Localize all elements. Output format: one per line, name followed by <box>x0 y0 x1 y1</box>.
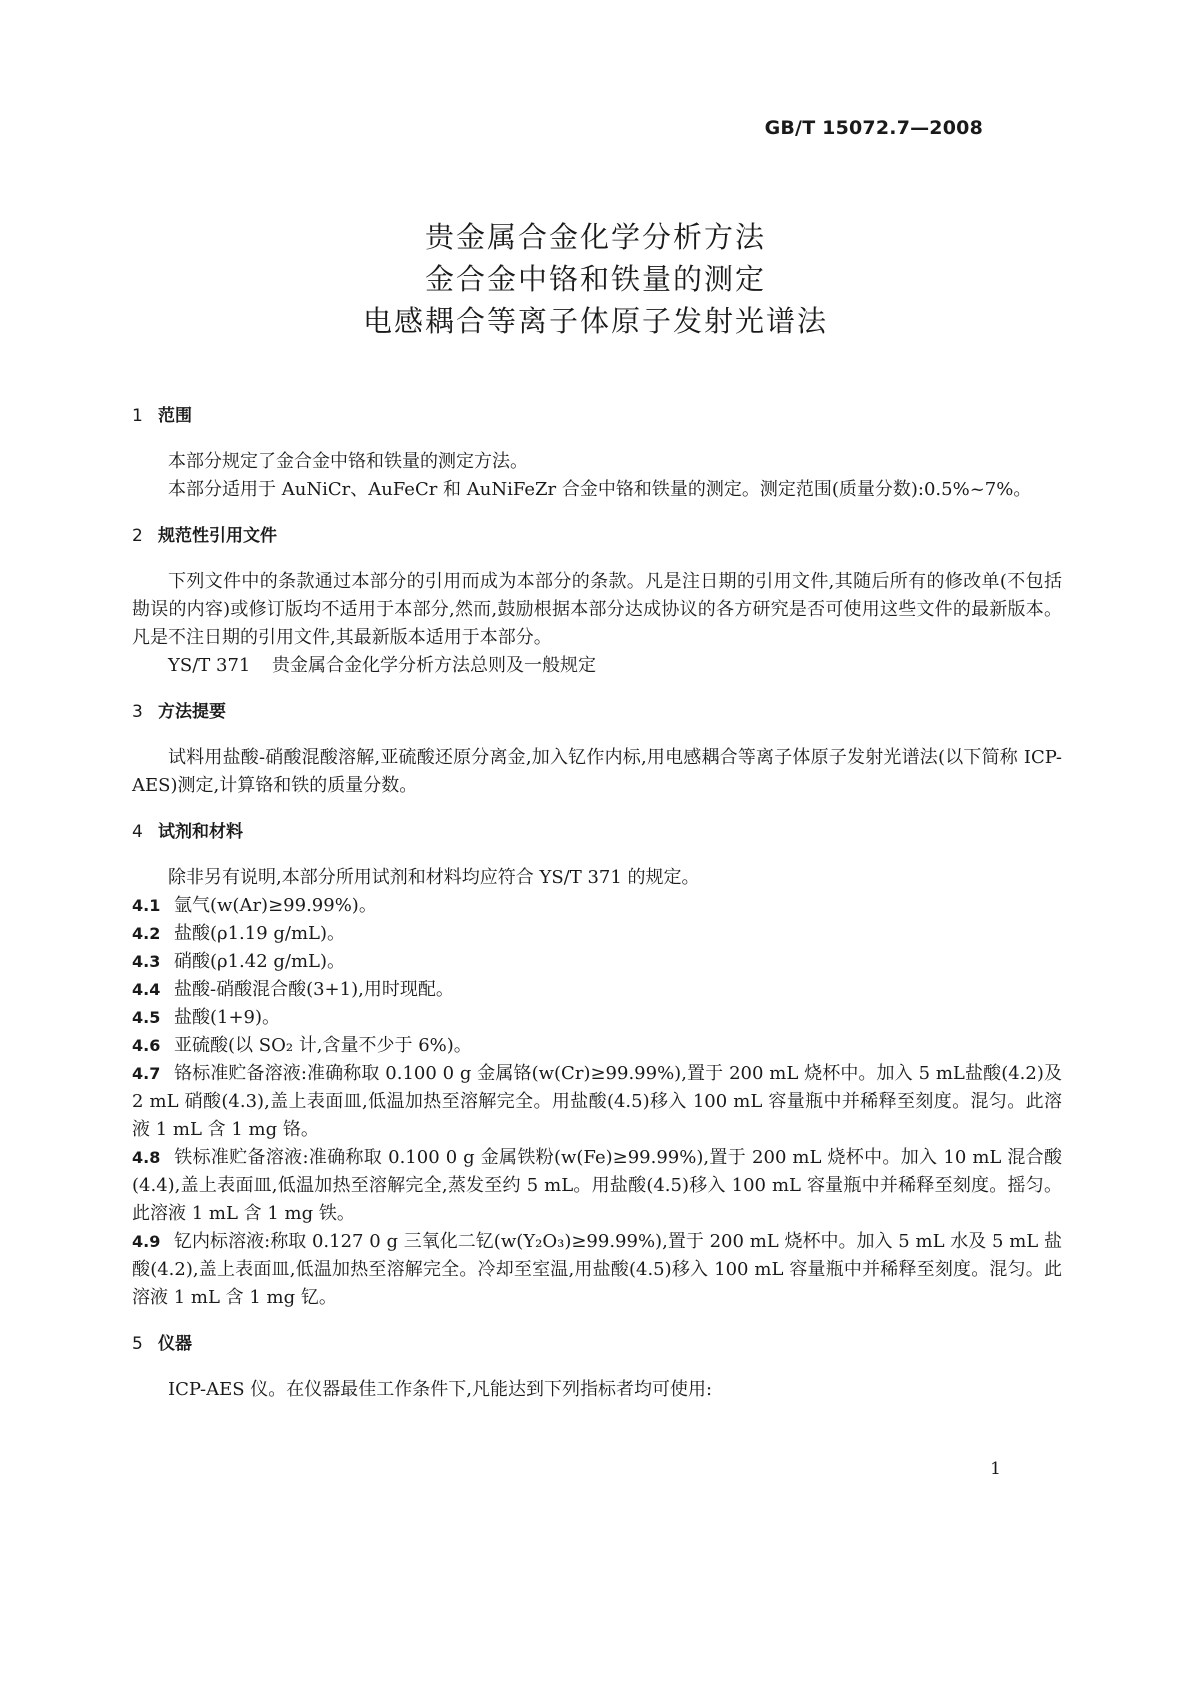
section-number: 4 <box>132 822 143 842</box>
item-number: 4.8 <box>132 1148 161 1167</box>
item-text: 盐酸(ρ1.19 g/mL)。 <box>174 923 346 944</box>
standard-number: GB/T 15072.7—2008 <box>764 117 983 139</box>
section-title: 规范性引用文件 <box>158 526 277 546</box>
list-item <box>132 1228 1062 1312</box>
list-item <box>132 976 1062 1004</box>
section-4-intro: 除非另有说明,本部分所用试剂和材料均应符合 YS/T 371 的规定。 <box>168 867 700 888</box>
section-1-paragraph-2: 本部分适用于 AuNiCr、AuFeCr 和 AuNiFeZr 合金中铬和铁量的测定。测定范围(质量分数):0.5%~7%。 <box>168 479 1032 500</box>
item-number: 4.7 <box>132 1064 161 1083</box>
normative-reference <box>132 652 1062 680</box>
item-number: 4.1 <box>132 896 161 915</box>
item-number: 4.3 <box>132 952 161 971</box>
list-item <box>132 1032 1062 1060</box>
list-item <box>132 920 1062 948</box>
list-item <box>132 1004 1062 1032</box>
section-3-paragraph-1: 试料用盐酸-硝酸混酸溶解,亚硫酸还原分离金,加入钇作内标,用电感耦合等离子体原子发射光谱法(以下简称 ICP-AES)测定,计算铬和铁的质量分数。 <box>132 747 1062 796</box>
item-text: 铬标准贮备溶液:准确称取 0.100 0 g 金属铬(w(Cr)≥99.99%),置于 200 mL 烧杯中。加入 5 mL盐酸(4.2)及 2 mL 硝酸(4.3),盖上表面皿,低温加热至溶解完全。用盐酸(4.5)移入 100 mL 容量瓶中并稀释至刻度。混匀。此溶液 1 mL 含 1 mg 铬。 <box>132 1063 1062 1140</box>
section-title: 仪器 <box>158 1334 192 1354</box>
list-item <box>132 892 1062 920</box>
document-title <box>0 216 1191 342</box>
section-number: 1 <box>132 406 143 426</box>
section-2-paragraph-1: 下列文件中的条款通过本部分的引用而成为本部分的条款。凡是注日期的引用文件,其随后所有的修改单(不包括勘误的内容)或修订版均不适用于本部分,然而,鼓励根据本部分达成协议的各方研究是否可使用这些文件的最新版本。凡是不注日期的引用文件,其最新版本适用于本部分。 <box>132 571 1062 648</box>
section-3-heading <box>132 698 1062 726</box>
section-2-heading <box>132 522 1062 550</box>
list-item <box>132 1060 1062 1144</box>
item-text: 亚硫酸(以 SO₂ 计,含量不少于 6%)。 <box>174 1035 472 1056</box>
section-number: 3 <box>132 702 143 722</box>
item-text: 盐酸-硝酸混合酸(3+1),用时现配。 <box>174 979 454 1000</box>
item-number: 4.4 <box>132 980 161 999</box>
page-number: 1 <box>990 1459 1001 1479</box>
section-title: 试剂和材料 <box>158 822 243 842</box>
section-title: 方法提要 <box>158 702 226 722</box>
reference-title: 贵金属合金化学分析方法总则及一般规定 <box>272 655 596 676</box>
section-1-paragraph-1: 本部分规定了金合金中铬和铁量的测定方法。 <box>168 451 528 472</box>
item-text: 氩气(w(Ar)≥99.99%)。 <box>174 895 377 916</box>
reagent-list <box>132 892 1062 1312</box>
item-number: 4.5 <box>132 1008 161 1027</box>
item-text: 钇内标溶液:称取 0.127 0 g 三氧化二钇(w(Y₂O₃)≥99.99%),置于 200 mL 烧杯中。加入 5 mL 水及 5 mL 盐酸(4.2),盖上表面皿,低温加热至溶解完全。冷却至室温,用盐酸(4.5)移入 100 mL 容量瓶中并稀释至刻度。混匀。此溶液 1 mL 含 1 mg 钇。 <box>132 1231 1062 1308</box>
item-number: 4.9 <box>132 1232 161 1251</box>
item-text: 硝酸(ρ1.42 g/mL)。 <box>174 951 346 972</box>
item-text: 盐酸(1+9)。 <box>174 1007 281 1028</box>
document-body <box>132 402 1062 1404</box>
list-item <box>132 1144 1062 1228</box>
reference-code: YS/T 371 <box>168 655 251 676</box>
section-title: 范围 <box>158 406 192 426</box>
section-5-heading <box>132 1330 1062 1358</box>
item-number: 4.2 <box>132 924 161 943</box>
section-5-paragraph-1: ICP-AES 仪。在仪器最佳工作条件下,凡能达到下列指标者均可使用: <box>168 1379 713 1400</box>
title-line-3: 电感耦合等离子体原子发射光谱法 <box>362 304 828 338</box>
section-number: 5 <box>132 1334 143 1354</box>
list-item <box>132 948 1062 976</box>
section-1-heading <box>132 402 1062 430</box>
section-4-heading <box>132 818 1062 846</box>
item-text: 铁标准贮备溶液:准确称取 0.100 0 g 金属铁粉(w(Fe)≥99.99%),置于 200 mL 烧杯中。加入 10 mL 混合酸(4.4),盖上表面皿,低温加热至溶解完全,蒸发至约 5 mL。用盐酸(4.5)移入 100 mL 容量瓶中并稀释至刻度。摇匀。此溶液 1 mL 含 1 mg 铁。 <box>132 1147 1062 1224</box>
title-line-1: 贵金属合金化学分析方法 <box>424 220 766 254</box>
section-number: 2 <box>132 526 143 546</box>
title-line-2: 金合金中铬和铁量的测定 <box>424 262 766 296</box>
item-number: 4.6 <box>132 1036 161 1055</box>
